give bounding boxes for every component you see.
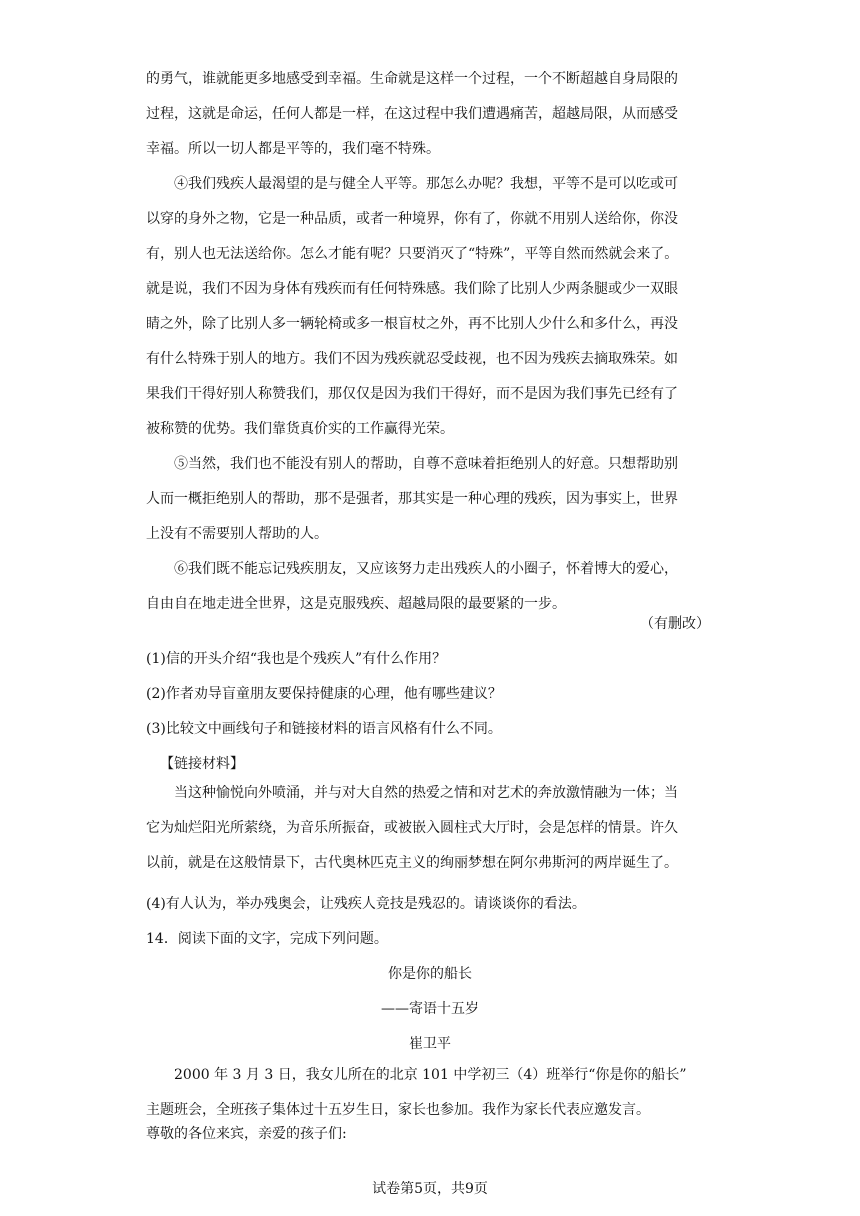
text-line: 以前，就是在这般情景下，古代奥林匹克主义的绚丽梦想在阿尔弗斯河的两岸诞生了。: [146, 855, 678, 871]
text-line: ⑤当然，我们也不能没有别人的帮助，自尊不意味着拒绝别人的好意。只想帮助别: [174, 456, 678, 472]
article-subtitle: ——寄语十五岁: [381, 1001, 479, 1017]
link-material: [146, 776, 716, 881]
text-line: 当这种愉悦向外喷涌，并与对大自然的热爱之情和对艺术的奔放激情融为一体；当: [174, 785, 678, 801]
question-2: (2)作者劝导盲童朋友要保持健康的心理，他有哪些建议？: [146, 686, 502, 702]
paragraph-5: [146, 447, 716, 552]
article-title: 你是你的船长: [388, 966, 472, 982]
text-line: 主题班会，全班孩子集体过十五岁生日，家长也参加。我作为家长代表应邀发言。: [146, 1102, 650, 1118]
question-1: (1)信的开头介绍“我也是个残疾人”有什么作用？: [146, 651, 447, 667]
text-line: 以穿的身外之物，它是一种品质，或者一种境界，你有了，你就不用别人送给你，你没: [146, 211, 678, 227]
text-line: 果我们干得好别人称赞我们，那仅仅是因为我们干得好，而不是因为我们事先已经有了: [146, 386, 678, 402]
text-line: 的勇气，谁就能更多地感受到幸福。生命就是这样一个过程，一个不断超越自身局限的: [146, 71, 678, 87]
text-line: 有什么特殊于别人的地方。我们不因为残疾就忍受歧视，也不因为残疾去摘取殊荣。如: [146, 351, 678, 367]
paragraph-3-continuation: [146, 62, 716, 167]
text-line: 它为灿烂阳光所萦绕，为音乐所振奋，或被嵌入圆柱式大厅时，会是怎样的情景。许久: [146, 820, 678, 836]
question-14: 14．阅读下面的文字，完成下列问题。: [146, 931, 388, 947]
text-line: 睛之外，除了比别人多一辆轮椅或多一根盲杖之外，再不比别人少什么和多什么，再没: [146, 316, 678, 332]
source-note: （有删改）: [640, 616, 710, 632]
page-footer: 试卷第5页，共9页: [372, 1181, 488, 1197]
paragraph-6: [146, 552, 716, 622]
salutation: 尊敬的各位来宾，亲爱的孩子们:: [146, 1126, 347, 1142]
text-line: 过程，这就是命运，任何人都是一样，在这过程中我们遭遇痛苦，超越局限，从而感受: [146, 106, 678, 122]
link-material-heading: 【链接材料】: [160, 756, 244, 772]
text-line: 有，别人也无法送给你。怎么才能有呢？只要消灭了“特殊”，平等自然而然就会来了。: [146, 246, 679, 262]
text-line: ④我们残疾人最渴望的是与健全人平等。那怎么办呢？我想，平等不是可以吃或可: [174, 176, 678, 192]
article-intro: [146, 1058, 716, 1128]
text-line: 被称赞的优势。我们靠货真价实的工作赢得光荣。: [146, 421, 454, 437]
paragraph-4: [146, 167, 716, 447]
text-line: 幸福。所以一切人都是平等的，我们毫不特殊。: [146, 141, 440, 157]
text-line: 2000 年 3 月 3 日，我女儿所在的北京 101 中学初三（4）班举行“你是你的船长”: [174, 1067, 687, 1083]
article-author: 崔卫平: [409, 1036, 451, 1052]
text-line: ⑥我们既不能忘记残疾朋友，又应该努力走出残疾人的小圈子，怀着博大的爱心，: [174, 561, 678, 577]
text-line: 上没有不需要别人帮助的人。: [146, 526, 328, 542]
text-line: 人而一概拒绝别人的帮助，那不是强者，那其实是一种心理的残疾，因为事实上，世界: [146, 491, 678, 507]
question-3: (3)比较文中画线句子和链接材料的语言风格有什么不同。: [146, 721, 502, 737]
question-4: (4)有人认为，举办残奥会，让残疾人竞技是残忍的。请谈谈你的看法。: [146, 896, 586, 912]
text-line: 就是说，我们不因为身体有残疾而有任何特殊感。我们除了比别人少两条腿或少一双眼: [146, 281, 678, 297]
text-line: 自由自在地走进全世界，这是克服残疾、超越局限的最要紧的一步。: [146, 596, 566, 612]
